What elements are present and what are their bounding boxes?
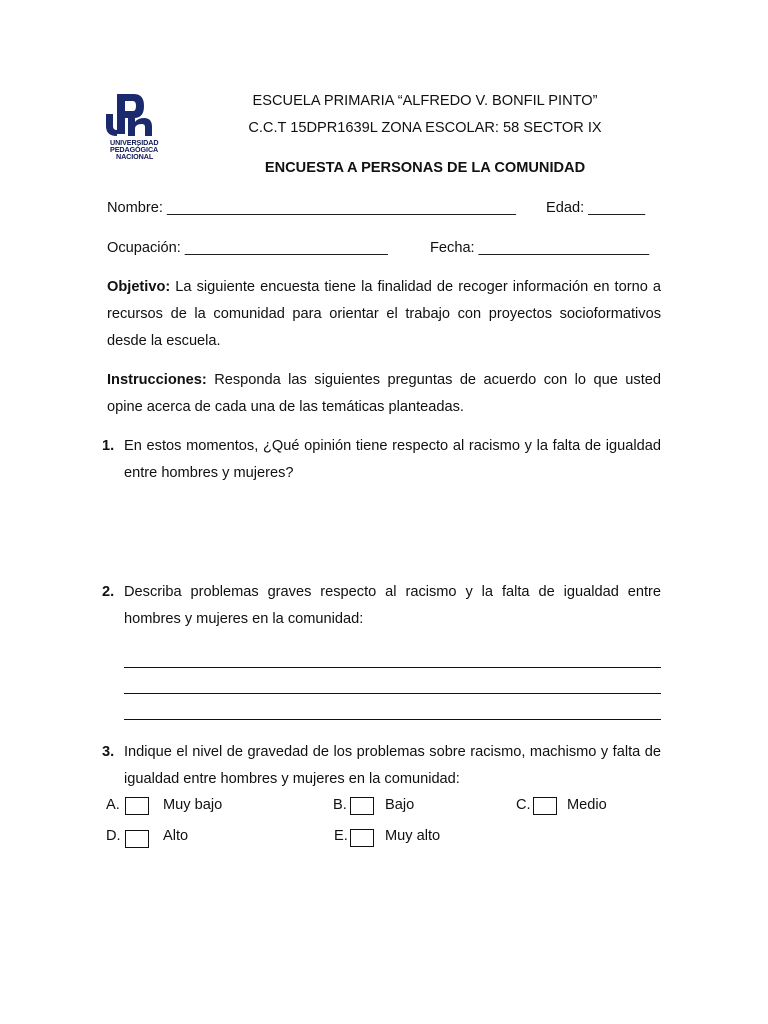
- question-1-text: En estos momentos, ¿Qué opinión tiene respecto al racismo y la falta de igualdad entre hombres y mujeres?: [124, 438, 661, 481]
- logo-text-universidad: UNIVERSIDAD: [110, 138, 159, 147]
- question-2-text: Describa problemas graves respecto al racismo y la falta de igualdad entre hombres y mujeres en la comunidad:: [124, 584, 661, 627]
- nombre-field[interactable]: Nombre: ___________________________________________: [107, 200, 517, 216]
- edad-field[interactable]: Edad: _______: [546, 200, 646, 216]
- ocupacion-field[interactable]: Ocupación: _________________________: [107, 240, 388, 256]
- answer-line-3[interactable]: [124, 719, 661, 720]
- upn-logo: [104, 92, 182, 162]
- option-a-letter: A.: [106, 797, 120, 813]
- option-e-label: Muy alto: [385, 828, 441, 844]
- option-a-label: Muy bajo: [163, 797, 223, 813]
- option-a-checkbox[interactable]: [125, 797, 149, 815]
- logo-text-pedagogica: PEDAGÓGICA: [110, 145, 159, 154]
- fecha-field[interactable]: Fecha: _____________________: [430, 240, 650, 256]
- option-c-letter: C.: [516, 797, 531, 813]
- logo-text-nacional: NACIONAL: [116, 152, 154, 161]
- option-b-label: Bajo: [385, 797, 415, 813]
- school-name: ESCUELA PRIMARIA “ALFREDO V. BONFIL PINTO”: [252, 93, 598, 109]
- question-1-number: 1.: [102, 438, 115, 454]
- instrucciones-label: Instrucciones:: [107, 372, 207, 388]
- answer-line-2[interactable]: [124, 693, 661, 694]
- objetivo-paragraph: [107, 274, 661, 355]
- instrucciones-paragraph: [107, 367, 661, 421]
- option-b-letter: B.: [333, 797, 347, 813]
- option-e-letter: E.: [334, 828, 348, 844]
- survey-title: ENCUESTA A PERSONAS DE LA COMUNIDAD: [264, 160, 586, 176]
- question-2-number: 2.: [102, 584, 115, 600]
- school-cct: C.C.T 15DPR1639L ZONA ESCOLAR: 58 SECTOR IX: [248, 120, 602, 136]
- option-d-label: Alto: [163, 828, 189, 844]
- option-b-checkbox[interactable]: [350, 797, 374, 815]
- option-e-checkbox[interactable]: [350, 829, 374, 847]
- question-3-text: Indique el nivel de gravedad de los problemas sobre racismo, machismo y falta de igualdad entre hombres y mujeres en la comunidad:: [124, 744, 661, 787]
- objetivo-text: La siguiente encuesta tiene la finalidad de recoger información en torno a recursos de la comunidad para orientar el trabajo con proyectos socioformativos desde la escuela.: [107, 279, 661, 349]
- option-c-label: Medio: [567, 797, 607, 813]
- option-d-letter: D.: [106, 828, 121, 844]
- option-d-checkbox[interactable]: [125, 830, 149, 848]
- objetivo-label: Objetivo:: [107, 279, 171, 295]
- option-c-checkbox[interactable]: [533, 797, 557, 815]
- answer-line-1[interactable]: [124, 667, 661, 668]
- instrucciones-text: Responda las siguientes preguntas de acuerdo con lo que usted opine acerca de cada una de las temáticas planteadas.: [107, 372, 661, 415]
- question-3-number: 3.: [102, 744, 115, 760]
